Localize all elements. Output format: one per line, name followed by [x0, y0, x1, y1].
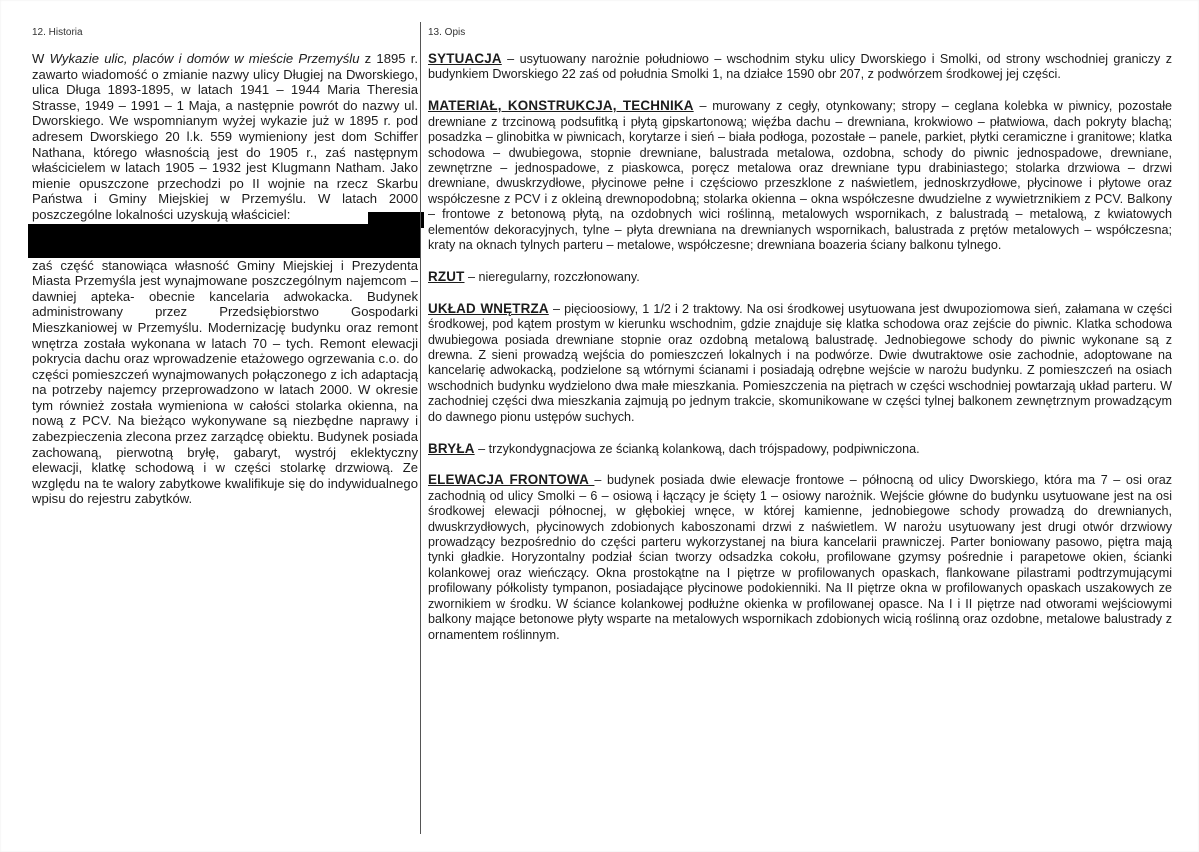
redaction-block-tab: [368, 212, 424, 228]
section-text: – murowany z cegły, otynkowany; stropy – ceglana kolebka w piwnicy, pozostałe drewniane z trzcinową podsufitką i płytą gipskartonową; więźba dachu – drewniana, krokwiowo – płatwiowa, dach pokryty blachą; posadzka – glinobitka w piwnicach, korytarze i sień – biała podłoga, pozostałe – panele, parkiet, płytki ceramiczne i granitowe; klatka schodowa – dwubiegowa, stopnie drewniane, balustrada metalowa, ozdobna, schody do piwnic jednospadowe, drewniane, zewnętrzne – jednospadowe, z piaskowca, poręcz metalowa oraz drewniane typu drabiniastego; stolarka drzwiowa – drzwi drewniane, dwuskrzydłowe, płycinowe pełne i częściowo przeszklone z naświetlem, jednoskrzydłowe, płycinowe i płytowe oraz współczesne z PCV i z okleiną drewnopodobną; stolarka okienna – okna współczesne dwudzielne z wywietrznikiem z PCV. Balkony – frontowe z betonową płytą, na ozdobnych wici roślinną, metalowych wspornikach, z balustradą – metalową, z kwiatowych elementów dekoracyjnych, tylne – płyta drewniana na drewnianych wspornikach, balustrada z prętów metalowych – współczesna; kraty na oknach tylnych parteru – metalowe, współczesne; drewniana boazeria ściany balkonu tylnego.: [428, 99, 1172, 252]
section-heading: UKŁAD WNĘTRZA: [428, 300, 549, 316]
history-paragraph-1: [32, 51, 418, 223]
section-heading: RZUT: [428, 268, 465, 284]
history-column: [32, 27, 418, 507]
section-bryla: [428, 441, 1172, 457]
redaction-block: [28, 224, 420, 258]
section-elewacja-frontowa: [428, 472, 1172, 642]
section-heading: ELEWACJA FRONTOWA: [428, 472, 595, 488]
section-text: – budynek posiada dwie elewacje frontowe – północną od ulicy Dworskiego, która ma 7 – osi oraz zachodnią od ulicy Smolki – 6 – osiową i łączący je ścięty 1 – osiowy narożnik. Wejście główne do budynku usytuowane jest na osi środkowej elewacji północnej, w głębokiej wnęce, w której kamienne, jednobiegowe schody prowadzą do drewnianych, dwuskrzydłowych, płycinowych zdobionych kaboszonami drzwi z naświetlem. W narożu usytuowany jest drugi otwór drzwiowy prowadzący bezpośrednio do części parteru wykorzystanej na biura kancelarii prawniczej. Parter boniowany pasowo, piętra mają tynki gładkie. Horyzontalny podział ścian tworzy odsadzka cokołu, profilowane gzymsy pośrednie i parapetowe okien, ścianki kolankowej oraz wieńczący. Okna prostokątne na I piętrze w profilowanych opaskach, flankowane pilastrami podtrzymującymi profilowany półkolisty tympanon, posiadające płycinowe podokienniki. Na II piętrze okna w profilowanych opaskach uszakowych ze zwornikiem w środku. W ściance kolankowej podłużne okienka w profilowanej opasce. Na I i II piętrze nad otworami wejściowymi balkony mające betonowe płyty wsparte na metalowych wspornikach zdobionych wicią roślinną oraz ozdobne, metalowe balustrady z ornamentem roślinnym.: [428, 473, 1172, 642]
section-heading: MATERIAŁ, KONSTRUKCJA, TECHNIKA: [428, 98, 694, 114]
history-p1-rest: z 1895 r. zawarto wiadomość o zmianie nazwy ulicy Długiej na Dworskiego, ulica Długa 1893-1895, w latach 1941 – 1944 Maria Theresia Strasse, 1949 – 1991 – 1 Maja, a następnie powrót do nazwy ul. Dworskiego. We wspomnianym wyżej wykazie już w 1895 r. pod adresem Dworskiego 20 l.k. 559 wymieniony jest dom Schiffer Nathana, którego własnością jest do 1905 r., zaś następnym właścicielem w latach 1905 – 1932 jest Klugmann Natham. Jako mienie opuszczone przechodzi po II wojnie na rzecz Skarbu Państwa i Gminy Miejskiej w Przemyślu. W latach 2000 poszczególne lokalności uzyskują właściciel:: [32, 51, 419, 222]
column-divider: [420, 22, 421, 834]
section-heading: BRYŁA: [428, 440, 475, 456]
section-material: [428, 98, 1172, 253]
section-text: – pięcioosiowy, 1 1/2 i 2 traktowy. Na osi środkowej usytuowana jest dwupoziomowa sień, załamana w części środkowej, pod kątem prostym w kierunku wschodnim, gdzie znajduje się klatka schodowa oraz zejście do piwnic. Klatka schodowa dwubiegowa posiada drewniane stopnie oraz ozdobną metalową balustradę. Jednobiegowe schody do piwnic wykonane są z drewna. Z sieni prowadzą wejścia do pomieszczeń lokalnych i na podwórze. Dwie dwutraktowe osie zachodnie, adoptowane na kancelarię adwokacką, podzielone są wtórnymi ścianami i posiadają odrębne wejście w narożu budynku. Z pomieszczeń na osiach wschodnich budynku wydzielono dwa małe mieszkania. Pomieszczenia na piętrach w części wschodniej powtarzają układ parteru. W zachodniej części dwa mieszkania zajmują po jednym trakcie, skomunikowane w części tylnej balkonem zewnętrznym prowadzącym do dawnego pionu ustępów suchych.: [428, 301, 1172, 424]
section-text: – nieregularny, rozczłonowany.: [464, 269, 640, 284]
section-text: – trzykondygnacjowa ze ścianką kolankową, dach trójspadowy, podpiwniczona.: [474, 441, 920, 456]
history-paragraph-2: zaś część stanowiąca własność Gminy Miejskiej i Prezydenta Miasta Przemyśla jest wynajmowane poszczególnym najemcom – dawniej apteka- obecnie kancelaria adwokacka. Budynek administrowany przez Przedsiębiorstwo Gospodarki Mieszkaniowej w Przemyślu. Modernizację budynku oraz remont wnętrza została wykonana w latach 70 – tych. Remont elewacji pokrycia dachu oraz wprowadzenie etażowego ogrzewania c.o. do części pomieszczeń wynajmowanych połączonego z ich adaptacją na potrzeby najemcy przeprowadzono w latach 2000. W okresie tym również została wymieniona w całości stolarka okienna, na nową z PCV. Na bieżąco wykonywane są niezbędne naprawy i zabezpieczenia zlecona przez zarządcę obiektu. Budynek posiada zachowaną, pierwotną bryłę, gabaryt, wystrój eklektyczny elewacji, klatkę schodową i w części stolarkę drzwiową. Ze względu na te walory zabytkowe kwalifikuje się do indywidualnego wpisu do rejestru zabytków.: [32, 257, 418, 507]
section-sytuacja: [428, 51, 1172, 83]
description-header: 13. Opis: [428, 27, 466, 38]
description-column: [428, 27, 1172, 658]
history-header: 12. Historia: [32, 27, 83, 38]
history-p1-italic-title: Wykazie ulic, placów i domów w mieście Przemyślu: [49, 51, 360, 66]
history-p1-prefix: W: [32, 51, 50, 66]
section-rzut: [428, 269, 1172, 285]
section-text: – usytuowany narożnie południowo – wschodnim styku ulicy Dworskiego i Smolki, od strony wschodniej graniczy z budynkiem Dworskiego 22 zaś od południa Smolki 1, na działce 1590 obr 207, z podwórzem środkowej jej części.: [428, 52, 1172, 82]
section-uklad-wnetrza: [428, 301, 1172, 425]
section-heading: SYTUACJA: [428, 51, 502, 66]
